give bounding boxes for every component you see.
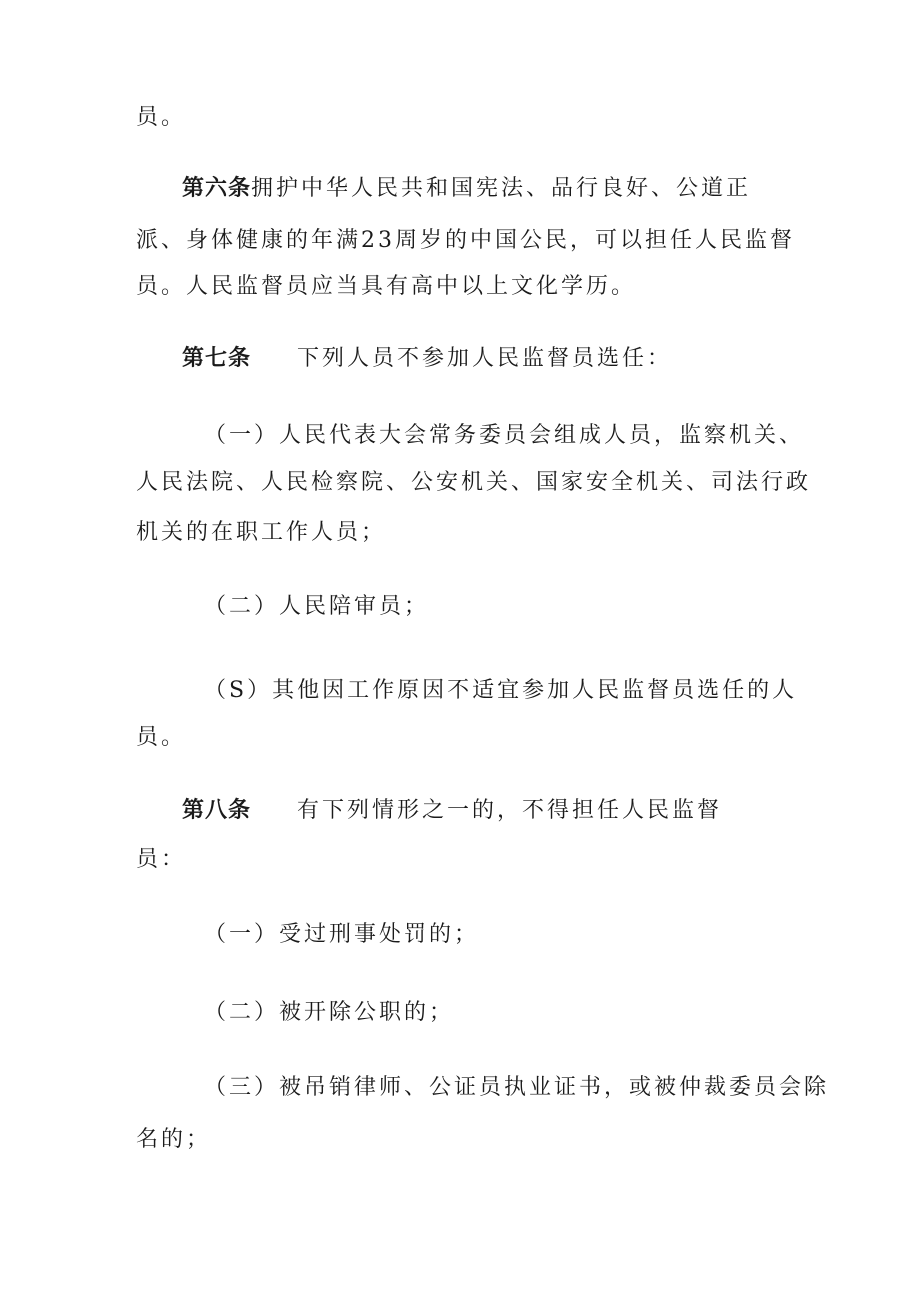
text-line: 员。 bbox=[136, 105, 187, 130]
article-7-line-1 bbox=[182, 344, 672, 374]
article-8-line-2: 员： bbox=[136, 847, 187, 872]
article-8-heading: 第八条 bbox=[182, 798, 252, 823]
article-8-line-1 bbox=[182, 796, 722, 826]
article-8-item-2: （二）被开除公职的； bbox=[204, 1000, 455, 1025]
article-7-item-3-line-1: （S）其他因工作原因不适宜参加人民监督员选任的人 bbox=[204, 678, 798, 703]
article-6-text: 拥护中华人民共和国宪法、品行良好、公道正 bbox=[251, 176, 752, 201]
article-8-item-1: （一）受过刑事处罚的； bbox=[204, 922, 480, 947]
article-7-item-2: （二）人民陪审员； bbox=[204, 594, 430, 619]
article-8-item-3-line-2: 名的； bbox=[136, 1127, 212, 1152]
article-6-line-3: 员。人民监督员应当具有高中以上文化学历。 bbox=[136, 274, 637, 299]
article-8-intro: 有下列情形之一的，不得担任人民监督 bbox=[297, 798, 723, 823]
article-6-heading: 第六条 bbox=[182, 176, 252, 201]
article-7-heading: 第七条 bbox=[182, 346, 252, 371]
article-7-item-3-line-2: 员。 bbox=[136, 725, 187, 750]
article-6-line-1 bbox=[182, 174, 751, 204]
article-8-item-3-line-1: （三）被吊销律师、公证员执业证书，或被仲裁委员会除 bbox=[204, 1075, 830, 1100]
article-7-item-1-line-1: （一）人民代表大会常务委员会组成人员，监察机关、 bbox=[204, 423, 805, 448]
article-6-line-2: 派、身体健康的年满23周岁的中国公民，可以担任人民监督 bbox=[136, 228, 795, 253]
article-7-item-1-line-2: 人民法院、人民检察院、公安机关、国家安全机关、司法行政 bbox=[136, 470, 812, 495]
article-7-item-1-line-3: 机关的在职工作人员； bbox=[136, 520, 387, 545]
article-7-intro: 下列人员不参加人民监督员选任： bbox=[297, 346, 673, 371]
